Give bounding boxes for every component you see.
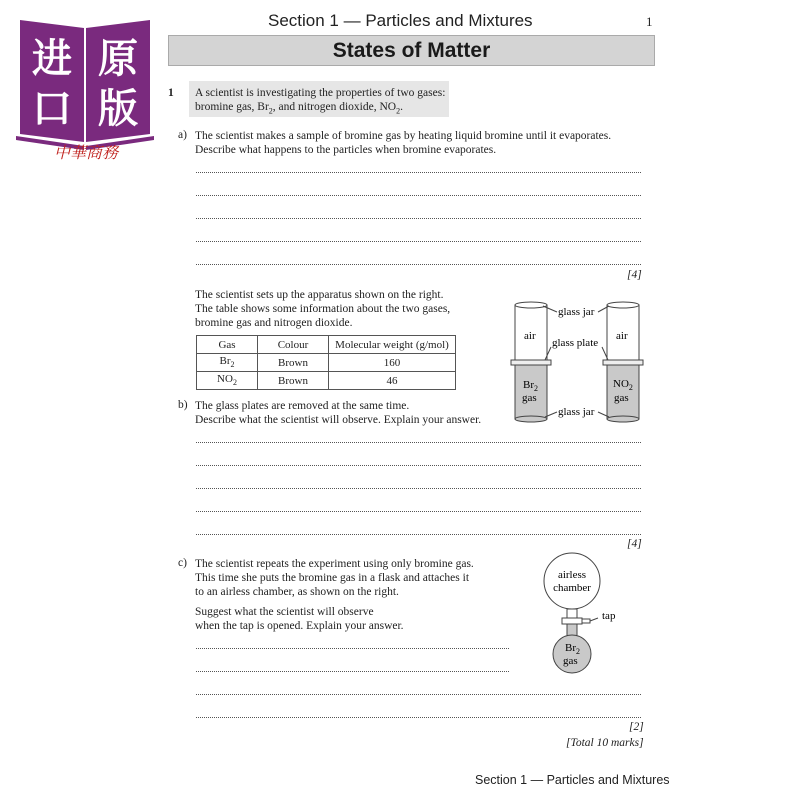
part-b-label: b) [178,399,188,411]
setup-line-3: bromine gas and nitrogen dioxide. [195,317,353,329]
table-cell-weight: 160 [329,354,456,372]
section-title: Section 1 — Particles and Mixtures [268,11,533,30]
table-cell-gas: $NO_2$ [197,372,258,390]
glass-jar-top-label: glass jar [558,306,595,318]
table-row [197,354,456,372]
part-c-line-1: The scientist repeats the experiment using only bromine gas. [195,558,474,570]
part-c-text [195,557,474,633]
total-marks: [Total 10 marks] [566,737,644,749]
answer-line-c4[interactable] [196,717,641,718]
part-a-line-2: Describe what happens to the particles when bromine evaporates. [195,144,497,156]
answer-line-b5[interactable] [196,534,641,535]
tap-label: tap [602,610,616,622]
part-b-line-1: The glass plates are removed at the same time. [195,400,410,412]
air-left-label: air [524,330,536,342]
intro-line-2: bromine gas, $Br_2$, and nitrogen dioxide, $NO_2$. [195,101,403,116]
logo-char-1: 进 [32,36,72,82]
answer-line-a1[interactable] [196,172,641,173]
logo-char-3: 口 [32,86,72,132]
left-gas-label: $Br_2$ [523,379,538,393]
question-number: 1 [168,87,174,99]
answer-line-a2[interactable] [196,195,641,196]
chamber-label-1: airless [557,569,587,581]
setup-line-1: The scientist sets up the apparatus shown on the right. [195,289,444,301]
part-c-line-5: when the tap is opened. Explain your answer. [195,620,404,632]
table-header-row [197,336,456,354]
table-header-weight: Molecular weight (g/mol) [329,336,456,354]
part-c-marks: [2] [629,721,644,733]
answer-line-b1[interactable] [196,442,641,443]
part-c-label: c) [178,557,187,569]
table-header-gas: Gas [197,336,258,354]
table-cell-colour: Brown [258,372,329,390]
publisher-logo [14,12,156,162]
table-header-colour: Colour [258,336,329,354]
part-b-text [195,399,481,427]
table-cell-weight: 46 [329,372,456,390]
right-gas-label: $NO_2$ [613,378,633,392]
part-b-line-2: Describe what the scientist will observe. Explain your answer. [195,414,482,426]
answer-line-c2[interactable] [196,671,509,672]
answer-line-a5[interactable] [196,264,641,265]
answer-line-b2[interactable] [196,465,641,466]
right-gas-word: gas [614,392,629,404]
air-right-label: air [616,330,628,342]
logo-char-4: 版 [98,86,138,132]
setup-line-2: The table shows some information about the two gases, [195,303,451,315]
glass-plate-label: glass plate [552,337,599,349]
topic-title: States of Matter [332,38,491,62]
table-cell-gas: $Br_2$ [197,354,258,372]
flask-gas-label: $Br_2$ [565,642,580,656]
gas-table [196,335,456,390]
part-a-text [195,129,611,157]
flask-gas-word: gas [563,655,578,667]
logo-caption: 中華商務 [53,143,119,162]
glass-jar-bottom-label: glass jar [558,406,595,418]
answer-line-c3[interactable] [196,694,641,695]
part-c-line-2: This time she puts the bromine gas in a flask and attaches it [195,572,470,584]
answer-line-b4[interactable] [196,511,641,512]
part-c-line-3: to an airless chamber, as shown on the right. [195,586,399,598]
answer-line-a3[interactable] [196,218,641,219]
answer-line-a4[interactable] [196,241,641,242]
part-c-line-4: Suggest what the scientist will observe [195,606,374,618]
part-a-marks: [4] [627,269,642,281]
part-a-label: a) [178,129,187,141]
answer-line-b3[interactable] [196,488,641,489]
chamber-label-2: chamber [553,582,591,594]
logo-char-2: 原 [98,36,138,82]
table-row [197,372,456,390]
part-b-marks: [4] [627,538,642,550]
table-cell-colour: Brown [258,354,329,372]
footer-section-title: Section 1 — Particles and Mixtures [475,773,670,787]
question-intro [195,86,445,118]
left-gas-word: gas [522,392,537,404]
topic-banner [168,35,655,66]
part-a-line-1: The scientist makes a sample of bromine gas by heating liquid bromine until it evaporates. [195,130,612,142]
page-number: 1 [646,14,653,29]
answer-line-c1[interactable] [196,648,509,649]
flask-chamber-diagram [538,552,628,674]
gas-jars-diagram [505,295,655,427]
setup-text [195,288,450,330]
intro-line-1: A scientist is investigating the properties of two gases: [195,87,446,99]
